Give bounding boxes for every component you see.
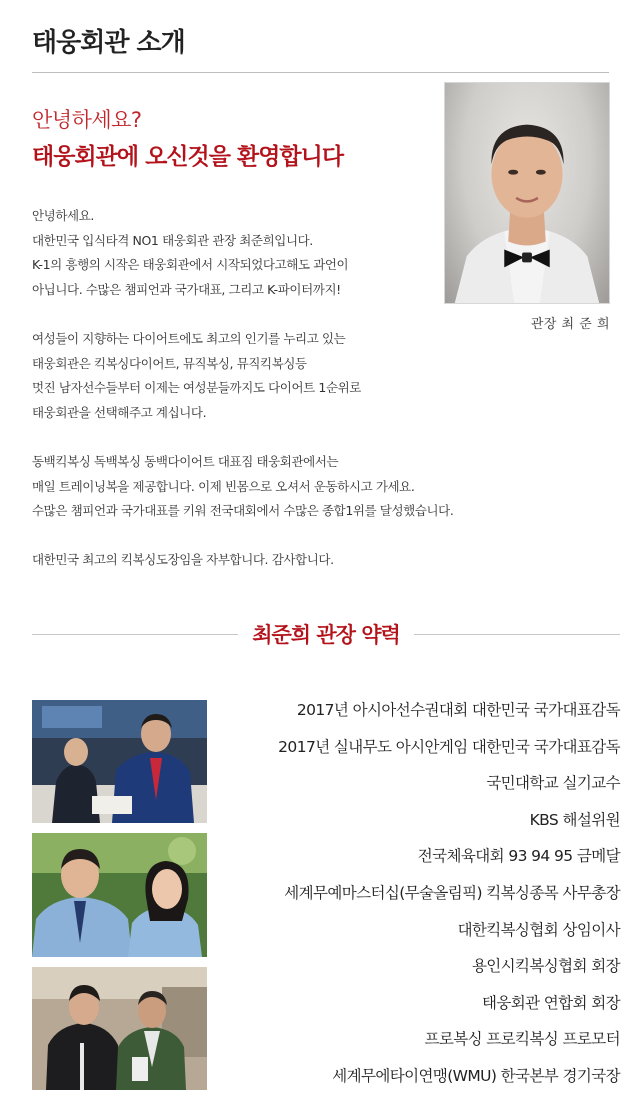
title-divider xyxy=(32,72,609,73)
intro-line: 동백킥복싱 독백복싱 동백다이어트 대표짐 태웅회관에서는 xyxy=(32,453,339,469)
director-portrait-photo xyxy=(444,82,610,304)
portrait-caption: 관장 최 준 희 xyxy=(530,317,610,332)
career-section-heading xyxy=(32,616,620,652)
career-item: KBS 해설위원 xyxy=(529,810,620,829)
career-list xyxy=(200,692,620,1095)
career-item: 전국체육대회 93 94 95 금메달 xyxy=(417,847,620,866)
intro-line: 태웅회관을 선택해주고 계십니다. xyxy=(32,404,207,420)
career-item: 2017년 아시아선수권대회 대한민국 국가대표감독 xyxy=(296,701,620,719)
commentary-booth-photo xyxy=(32,700,207,823)
career-item: 세계무에타이연맹(WMU) 한국본부 경기국장 xyxy=(332,1066,620,1085)
intro-line: 멋진 남자선수들부터 이제는 여성분들까지도 다이어트 1순위로 xyxy=(32,380,361,396)
intro-line xyxy=(32,524,532,549)
team-photo-with-athlete xyxy=(32,833,207,957)
greeting-line-1: 안녕하세요? xyxy=(32,108,142,132)
career-item: 국민대학교 실기교수 xyxy=(486,774,620,793)
intro-line: 수많은 챔피언과 국가대표를 키워 전국대회에서 수많은 종합1위를 달성했습니다. xyxy=(32,503,454,519)
career-item: 프로복싱 프로킥복싱 프로모터 xyxy=(424,1030,620,1049)
career-heading-label: 최준희 관장 약력 xyxy=(252,623,400,647)
intro-line: 태웅회관은 킥복싱다이어트, 뮤직복싱, 뮤직킥복싱등 xyxy=(32,355,307,371)
career-item: 태웅회관 연합회 회장 xyxy=(481,993,620,1012)
intro-line: K-1의 흥행의 시작은 태웅회관에서 시작되었다고해도 과언이 xyxy=(32,257,349,273)
heading-divider-right xyxy=(414,634,620,635)
intro-line: 아닙니다. 수많은 챔피언과 국가대표, 그리고 K-파이터까지! xyxy=(32,281,341,297)
intro-line: 매일 트레이닝복을 제공합니다. 이제 빈몸으로 오셔서 운동하시고 가세요. xyxy=(32,478,415,494)
career-item: 2017년 실내무도 아시안게임 대한민국 국가대표감독 xyxy=(278,737,620,756)
intro-line: 대한민국 입식타격 NO1 태웅회관 관장 최준희입니다. xyxy=(32,232,313,248)
page-title: 태웅회관 소개 xyxy=(32,28,185,58)
career-item: 세계무예마스터십(무술올림픽) 킥복싱종목 사무총장 xyxy=(284,883,620,902)
intro-line: 여성들이 지향하는 다이어트에도 최고의 인기를 누리고 있는 xyxy=(32,330,346,346)
heading-divider-left xyxy=(32,634,238,635)
intro-line: 대한민국 최고의 킥복싱도장임을 자부합니다. 감사합니다. xyxy=(32,552,334,568)
event-hall-photo xyxy=(32,967,207,1090)
greeting-line-2: 태웅회관에 오신것을 환영합니다 xyxy=(32,144,344,170)
intro-line: 안녕하세요. xyxy=(32,208,94,223)
intro-line xyxy=(32,425,532,450)
career-item: 대한킥복싱협회 상임이사 xyxy=(457,920,620,939)
career-item: 용인시킥복싱협회 회장 xyxy=(471,957,620,976)
